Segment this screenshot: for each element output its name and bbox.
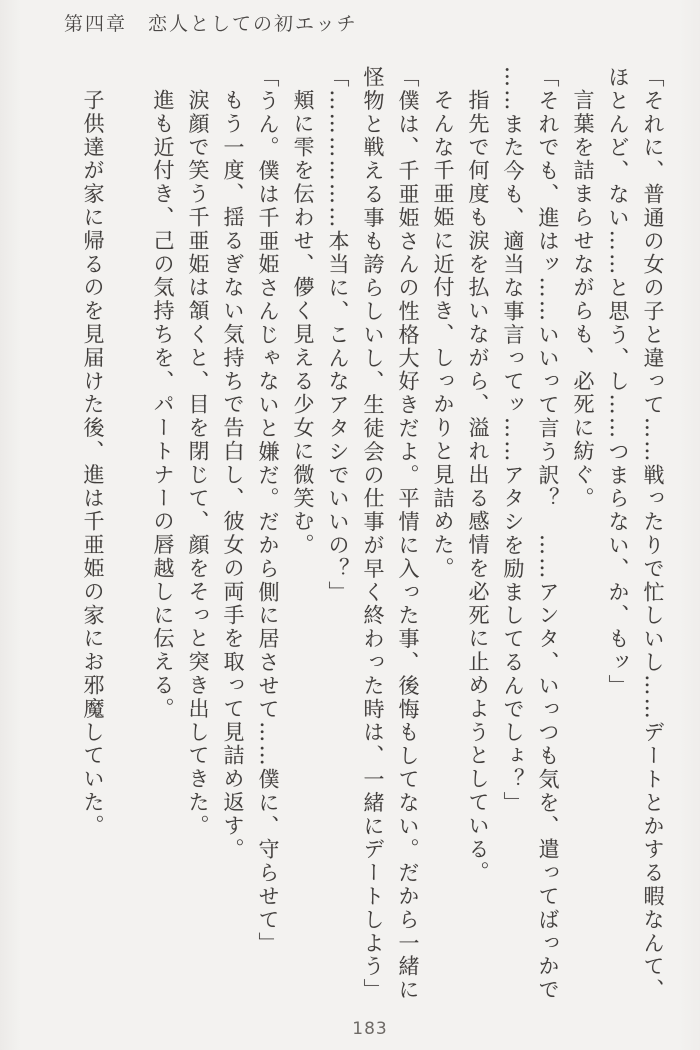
text-line-7: そんな千亜姫に近付き、しっかりと見詰めた。 xyxy=(431,89,455,581)
text-line-blank xyxy=(110,66,145,1006)
text-line-11: 頬に雫を伝わせ、儚く見える少女に微笑む。 xyxy=(291,89,315,557)
text-line-8: 「僕は、千亜姫さんの性格大好きだよ。平情に入った事、後悔もしてない。だから一緒に xyxy=(396,66,420,1002)
text-line-6: 指先で何度も涙を払いながら、溢れ出る感情を必死に止めようとしている。 xyxy=(466,89,490,885)
text-line-9: 怪物と戦える事も誇らしいし、生徒会の仕事が早く終わった時は、一緒にデートしよう」 xyxy=(361,66,385,1002)
text-line-13: もう一度、揺るぎない気持ちで告白し、彼女の両手を取って見詰め返す。 xyxy=(221,89,245,862)
text-line-12: 「うん。僕は千亜姫さんじゃないと嫌だ。だから側に居させて……僕に、守らせて」 xyxy=(256,66,280,956)
text-line-2: ほとんど、ない……と思う、し……つまらない、か、もッ」 xyxy=(606,66,630,698)
text-line-10: 「………………本当に、こんなアタシでいいの？」 xyxy=(326,66,350,605)
text-line-5: ……また今も、適当な事言ってッ……アタシを励ましてるんでしょ？」 xyxy=(501,66,525,815)
text-line-17: 子供達が家に帰るのを見届けた後、進は千亜姫の家にお邪魔していた。 xyxy=(81,89,105,838)
text-line-14: 涙顔で笑う千亜姫は頷くと、目を閉じて、顔をそっと突き出してきた。 xyxy=(186,89,210,838)
text-line-15: 進も近付き、己の気持ちを、パートナーの唇越しに伝える。 xyxy=(151,89,175,721)
text-line-4: 「それでも、進はッ……いいって言う訳？ ……アンタ、いっつも気を、遣ってばっかで xyxy=(536,66,560,1002)
page-number: 183 xyxy=(352,1019,388,1039)
chapter-header: 第四章 恋人としての初エッチ xyxy=(64,13,358,35)
text-line-3: 言葉を詰まらせながらも、必死に紡ぐ。 xyxy=(571,89,595,511)
text-line-1: 「それに、普通の女の子と違って……戦ったりで忙しいし……デートとかする暇なんて、 xyxy=(641,66,665,1002)
vertical-text-body xyxy=(75,66,670,1006)
